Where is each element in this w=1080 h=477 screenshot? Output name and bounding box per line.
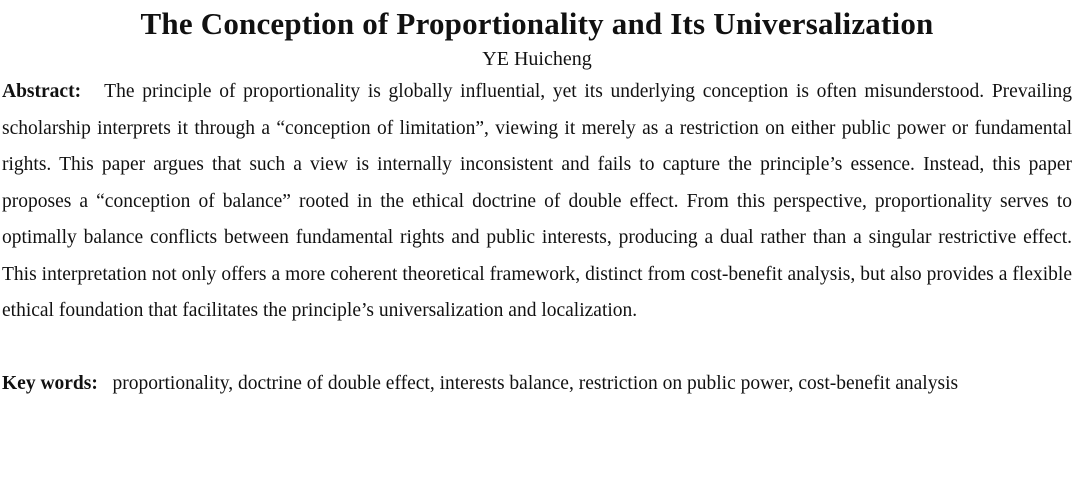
keywords-paragraph	[2, 366, 1072, 403]
keywords-label: Key words:	[2, 372, 98, 394]
keywords-text: proportionality, doctrine of double effect, interests balance, restriction on public power, cost-benefit analysis	[112, 372, 959, 394]
abstract-label: Abstract:	[2, 81, 82, 102]
section-spacer	[2, 330, 1072, 366]
paper-author: YE Huicheng	[482, 48, 592, 70]
paper-page	[2, 0, 1072, 402]
abstract-text: The principle of proportionality is globally influential, yet its underlying conception is often misunderstood. Prevailing scholarship interprets it through a “conception of limitation”, viewing it merely as a restriction on either public power or fundamental rights. This paper argues that such a view is internally inconsistent and fails to capture the principle’s essence. Instead, this paper proposes a “conception of balance” rooted in the ethical doctrine of double effect. From this perspective, proportionality serves to optimally balance conflicts between fundamental rights and public interests, producing a dual rather than a singular restrictive effect. This interpretation not only offers a more coherent theoretical framework, distinct from cost-benefit analysis, but also provides a flexible ethical foundation that facilitates the principle’s universalization and localization.	[2, 81, 1072, 321]
abstract-paragraph	[2, 74, 1072, 330]
paper-title: The Conception of Proportionality and Its Universalization	[140, 6, 934, 41]
